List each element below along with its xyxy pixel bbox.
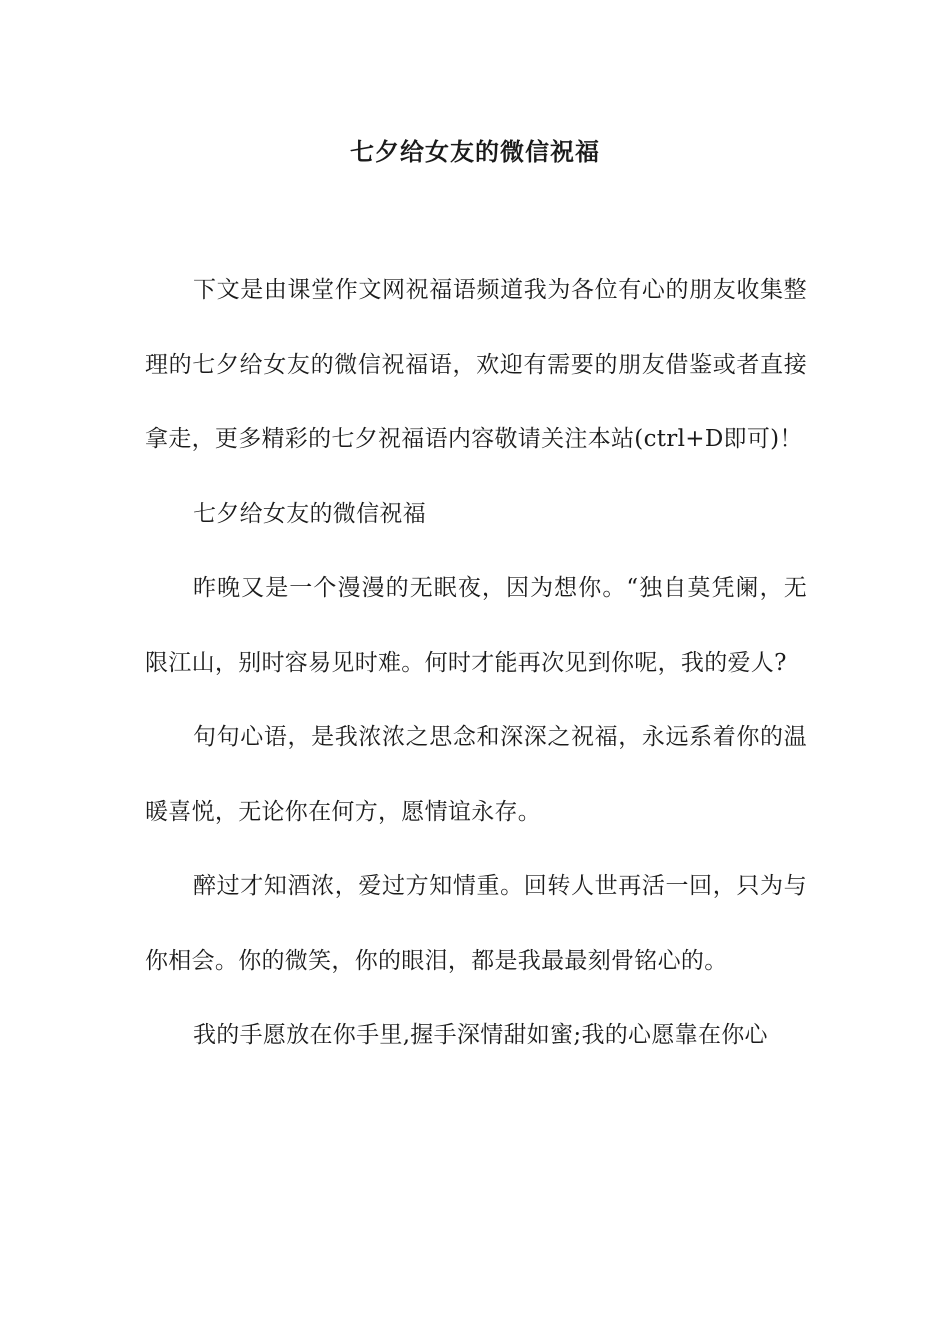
- document-title: 七夕给女友的微信祝福: [350, 137, 600, 166]
- document-body: [145, 253, 807, 1073]
- paragraph-blessing-4: 我的手愿放在你手里,握手深情甜如蜜;我的心愿靠在你心: [193, 1022, 768, 1048]
- paragraph-blessing-3: 醉过才知酒浓，爱过方知情重。回转人世再活一回，只为与你相会。你的微笑，你的眼泪，都是我最最刻骨铭心的。: [145, 873, 807, 974]
- paragraph-blessing-2: 句句心语，是我浓浓之思念和深深之祝福，永远系着你的温暖喜悦，无论你在何方，愿情谊永存。: [145, 724, 807, 825]
- paragraph-blessing-1: 昨晚又是一个漫漫的无眠夜，因为想你。“独自莫凭阑，无限江山，别时容易见时难。何时才能再次见到你呢，我的爱人?: [145, 575, 807, 676]
- paragraph-subheading: 七夕给女友的微信祝福: [193, 500, 426, 527]
- paragraph-intro: 下文是由课堂作文网祝福语频道我为各位有心的朋友收集整理的七夕给女友的微信祝福语，欢迎有需要的朋友借鉴或者直接拿走，更多精彩的七夕祝福语内容敬请关注本站(ctrl+D即可)！: [145, 277, 807, 452]
